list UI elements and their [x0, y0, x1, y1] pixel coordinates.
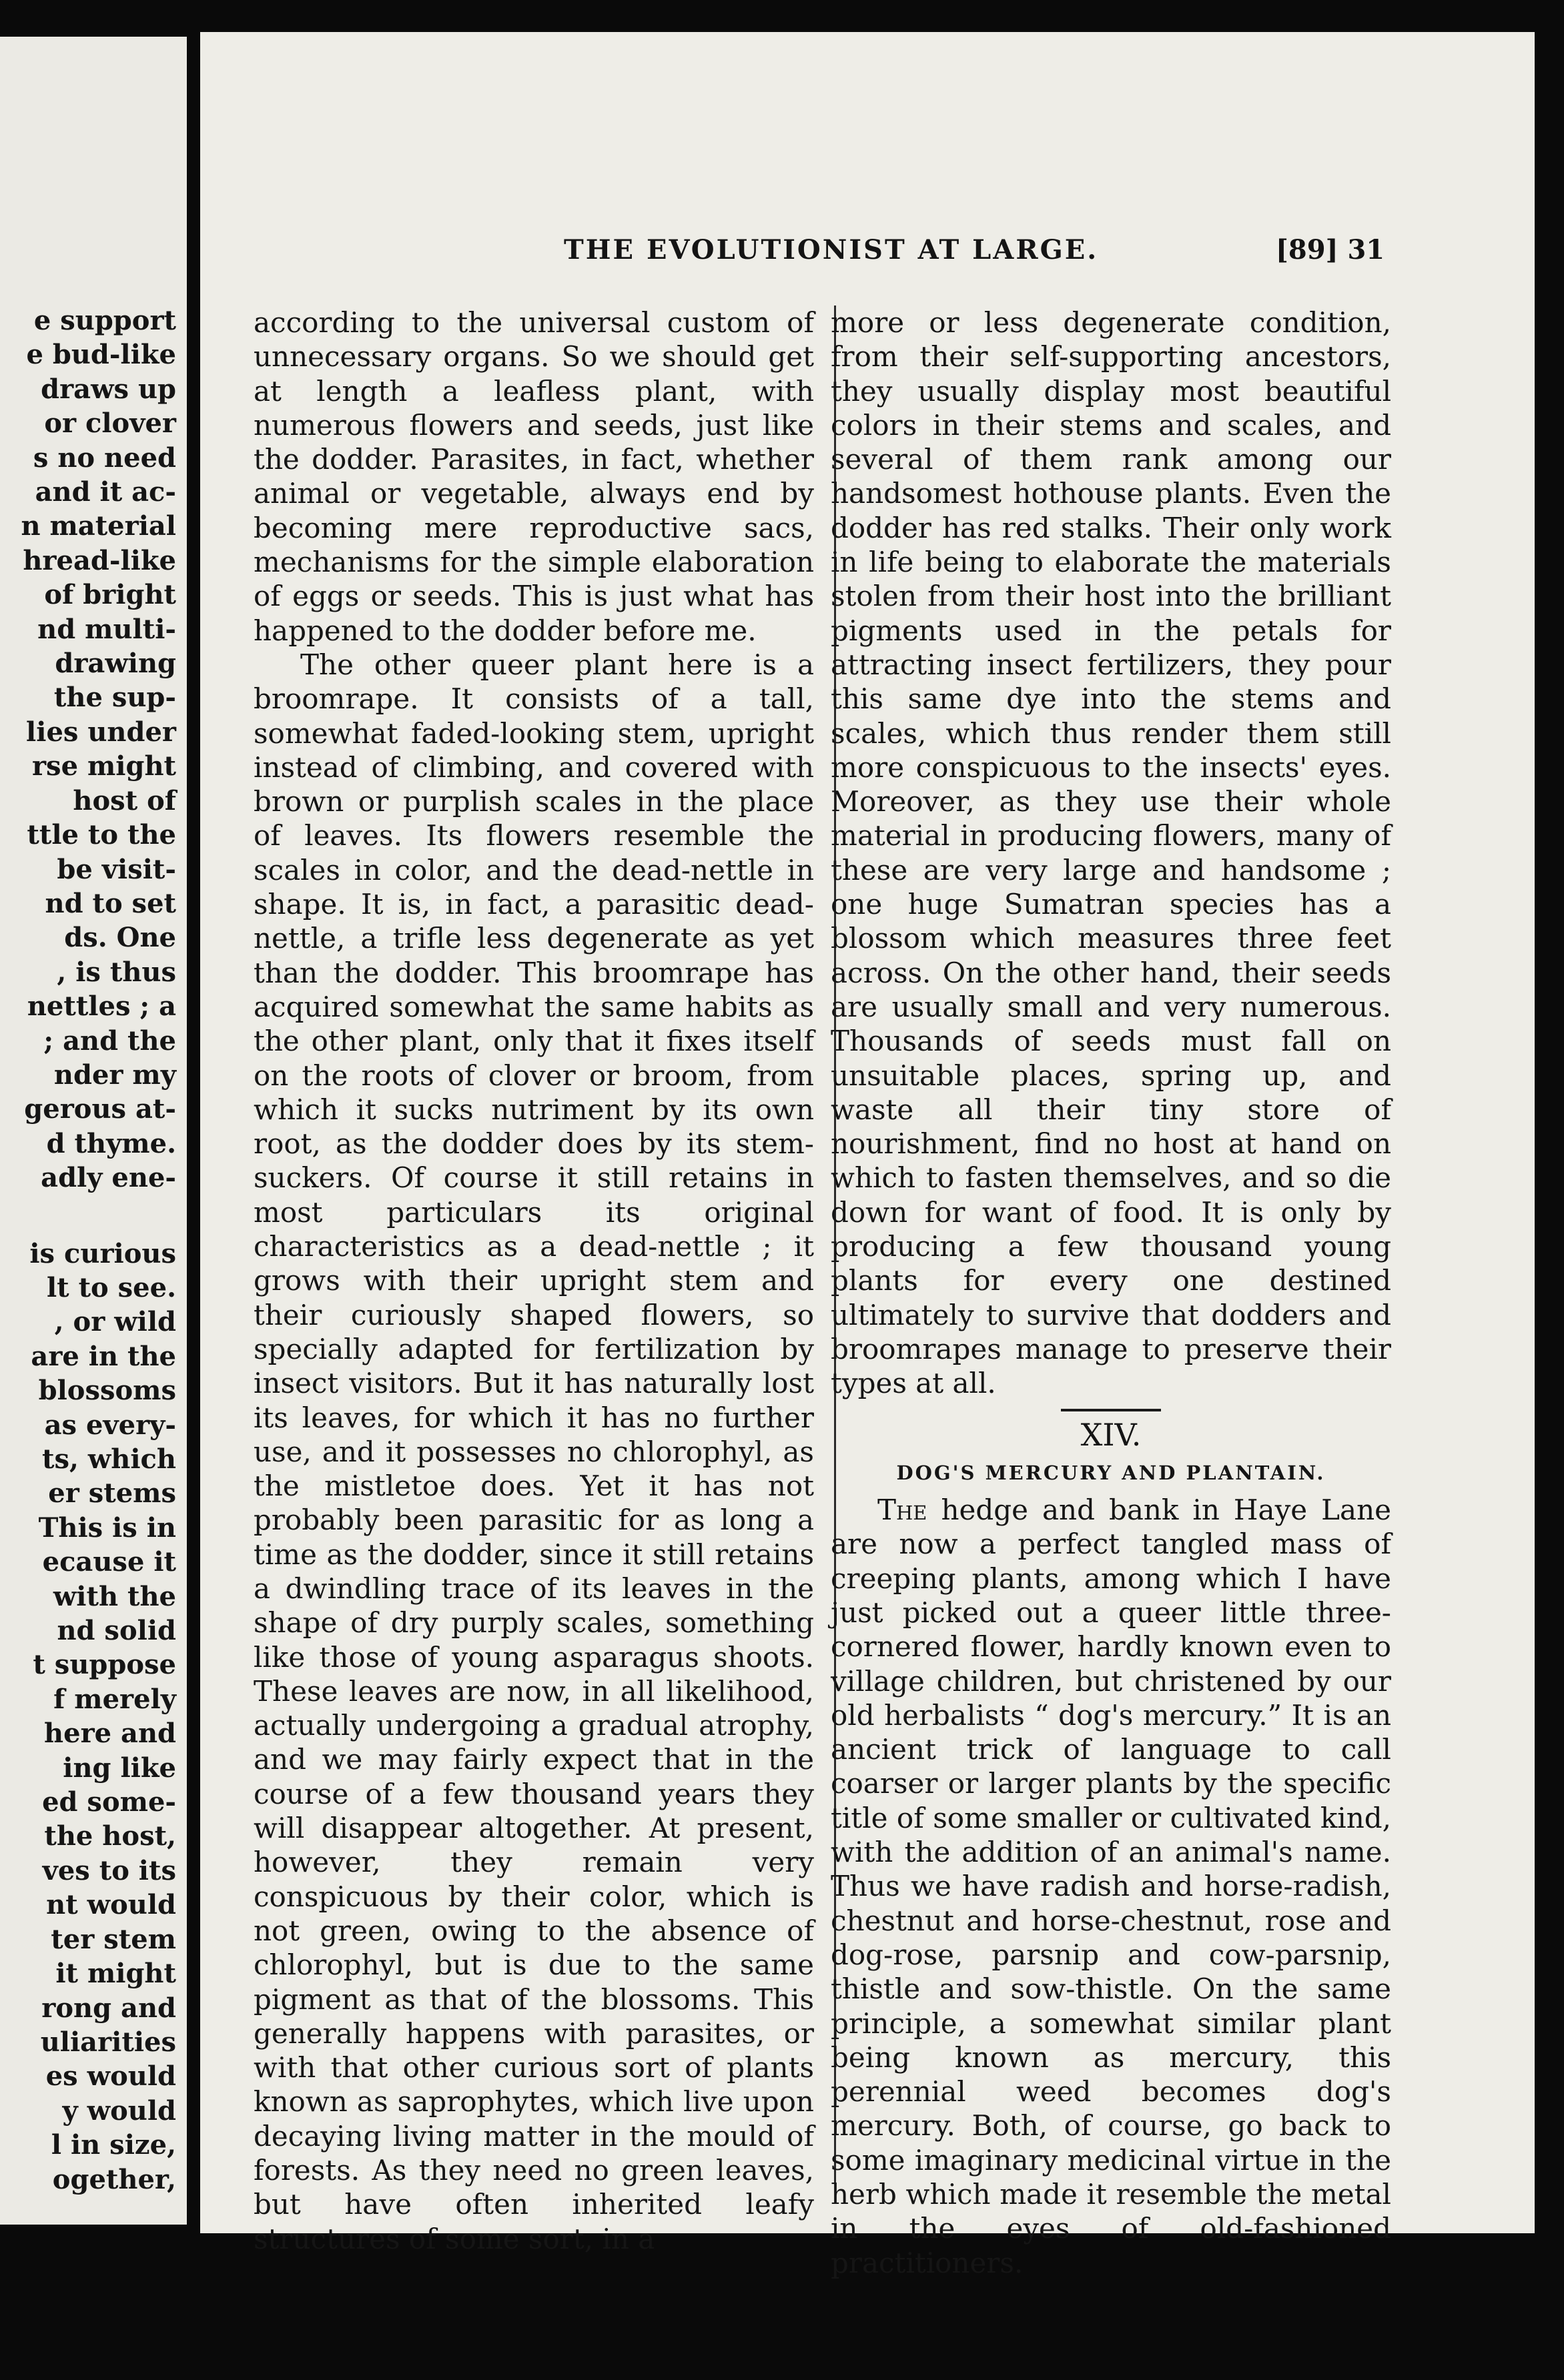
facing-page-line: ter stem	[51, 1923, 176, 1955]
facing-page-line: drawing	[55, 648, 176, 680]
facing-page-line: hread-like	[23, 544, 176, 576]
facing-page-line: nd to set	[45, 887, 176, 919]
facing-page-line: t suppose	[33, 1649, 176, 1681]
facing-page-line: y would	[62, 2095, 176, 2127]
text-column-left	[254, 306, 814, 2256]
paragraph: more or less degenerate condition, from their self-supporting ancestors, they usually display most beautiful colors in their stems and scales, and several of them rank among our handsomest hothouse plants. Even the dodder has red stalks. Their only work in life being to elaborate the materials stolen from their host into the brilliant pigments used in the petals for attracting insect fertilizers, they pour this same dye into the stems and scales, which thus render them still more conspicuous to the insects' eyes. Moreover, as they use their whole material in producing flowers, many of these are very large and handsome ; one huge Sumatran species has a blossom which measures three feet across. On the other hand, their seeds are usually small and very numerous. Thousands of seeds must fall on unsuitable places, spring up, and waste all their tiny store of nourishment, find no host at hand on which to fasten themselves, and so die down for want of food. It is only by producing a few thousand young plants for every one destined ultimately to survive that dodders and broomrapes manage to preserve their types at all.	[831, 306, 1391, 1400]
facing-page-line: are in the	[31, 1340, 176, 1372]
facing-page-line: nder my	[53, 1059, 176, 1091]
section-rule	[1061, 1409, 1161, 1411]
facing-page-line: as every-	[44, 1409, 176, 1441]
facing-page-line: here and	[44, 1718, 176, 1750]
facing-page-line: lies under	[26, 716, 176, 748]
facing-page-text-column	[0, 304, 176, 2197]
facing-page-line: ogether,	[52, 2163, 176, 2195]
facing-page-line: the sup-	[53, 682, 176, 714]
facing-page-line: or clover	[44, 408, 176, 440]
facing-page-line: gerous at-	[24, 1093, 176, 1125]
page-header	[200, 229, 1535, 275]
facing-page-line: be visit-	[57, 853, 176, 885]
facing-page-line: lt to see.	[46, 1271, 176, 1303]
paragraph: according to the universal custom of unnecessary organs. So we should get at length a leafless plant, with numerous flowers and seeds, just like the dodder. Parasites, in fact, whether animal or vegetable, always end by becoming mere reproductive sacs, mechanisms for the simple elaboration of eggs or seeds. This is just what has happened to the dodder before me.	[254, 306, 814, 647]
facing-page-line: ttle to the	[27, 819, 176, 851]
facing-page-line: nd multi-	[37, 613, 176, 645]
running-head: THE EVOLUTIONIST AT LARGE.	[564, 234, 1099, 265]
facing-page-line: with the	[53, 1580, 176, 1612]
book-page	[200, 32, 1535, 2279]
facing-page-line: , is thus	[57, 956, 176, 988]
paragraph: The other queer plant here is a broomrape. It consists of a tall, somewhat faded-looking stem, upright instead of climbing, and covered with brown or purplish scales in the place of leaves. Its flowers resemble the scales in color, and the dead-nettle in shape. It is, in fact, a parasitic dead-nettle, a trifle less degenerate as yet than the dodder. This broomrape has acquired somewhat the same habits as the other plant, only that it fixes itself on the roots of clover or broom, from which it sucks nutriment by its own root, as the dodder does by its stem-suckers. Of course it still retains in most particulars its original characteristics as a dead-nettle ; it grows with their upright stem and their curiously shaped flowers, so specially adapted for fertilization by insect visitors. But it has naturally lost its leaves, for which it has no further use, and it possesses no chlorophyl, as the mistletoe does. Yet it has not probably been parasitic for as long a time as the dodder, since it still retains a dwindling trace of its leaves in the shape of dry purply scales, something like those of young asparagus shoots. These leaves are now, in all likelihood, actually undergoing a gradual atrophy, and we may fairly expect that in the course of a few thousand years they will disappear altogether. At present, however, they remain very conspicuous by their color, which is not green, owing to the absence of chlorophyl, but is due to the same pigment as that of the blossoms. This generally happens with parasites, or with that other curious sort of plants known as saprophytes, which live upon decaying living matter in the mould of forests. As they need no green leaves, but have often inherited leafy structures of some sort, in a	[254, 648, 814, 2255]
facing-page-line: ves to its	[42, 1854, 176, 1886]
page-number: [89] 31	[1276, 234, 1385, 265]
facing-page-line: l in size,	[51, 2129, 176, 2161]
facing-page-line: ds. One	[64, 922, 176, 954]
facing-page-line: adly ene-	[41, 1162, 176, 1194]
facing-page-line: ed some-	[42, 1786, 176, 1818]
facing-page-line: nt would	[46, 1889, 176, 1921]
facing-page-line: it might	[55, 1958, 176, 1990]
facing-page-line: draws up	[41, 373, 176, 405]
facing-page-line: host of	[73, 784, 176, 816]
facing-page-line: rse might	[31, 750, 176, 782]
facing-page-line: This is in	[38, 1512, 176, 1544]
facing-page-line: uliarities	[40, 2026, 176, 2058]
section-number: XIV.	[1080, 1416, 1142, 1453]
facing-page-line: ts, which	[42, 1443, 176, 1475]
facing-page-line: of bright	[44, 579, 176, 611]
facing-page-line: , or wild	[54, 1306, 176, 1338]
facing-page-line: es would	[45, 2060, 176, 2093]
facing-page-line: d thyme.	[46, 1127, 176, 1159]
facing-page-line: ; and the	[43, 1025, 176, 1057]
facing-page-line: ing like	[63, 1752, 176, 1784]
facing-page-line: blossoms	[38, 1375, 176, 1407]
facing-page-line: e support	[33, 305, 176, 336]
facing-page-line: and it ac-	[35, 476, 176, 508]
facing-page-line: e bud-like	[26, 339, 176, 371]
paragraph-text: hedge and bank in Haye Lane are now a perfect tangled mass of creeping plants, among which I have just picked out a queer little three-cornered flower, hardly known even to village children, but christened by our old herbalists “ dog's mercury.” It is an ancient trick of language to call coarser or larger plants by the specific title of some smaller or cultivated kind, with the addition of an animal's name. Thus we have radish and horse-radish, chestnut and horse-chestnut, rose and dog-rose, parsnip and cow-parsnip, thistle and sow-thistle. On the same principle, a somewhat similar plant being known as mercury, this perennial weed becomes dog's mercury. Both, of course, go back to some imaginary medicinal virtue in the herb which made it resemble the metal in the eyes of old-fashioned practitioners.	[831, 1494, 1391, 2279]
facing-page-line: rong and	[41, 1992, 176, 2024]
facing-page-line: f merely	[53, 1683, 176, 1715]
facing-page-line: ecause it	[42, 1546, 176, 1578]
facing-page-line	[0, 1195, 176, 1237]
facing-page-line: nettles ; a	[27, 991, 176, 1023]
facing-page-line: the host,	[44, 1820, 176, 1852]
lead-word: The	[877, 1494, 927, 1527]
facing-page-line: is curious	[29, 1237, 176, 1269]
facing-page-line: n material	[21, 510, 176, 542]
facing-page-line: nd solid	[57, 1615, 176, 1647]
section-title: DOG'S MERCURY AND PLANTAIN.	[896, 1461, 1326, 1484]
facing-page-line: s no need	[33, 442, 176, 474]
facing-page-fragment	[0, 37, 187, 2225]
text-column-right	[831, 306, 1391, 2280]
paragraph	[831, 1493, 1391, 2280]
facing-page-line: er stems	[48, 1477, 176, 1510]
